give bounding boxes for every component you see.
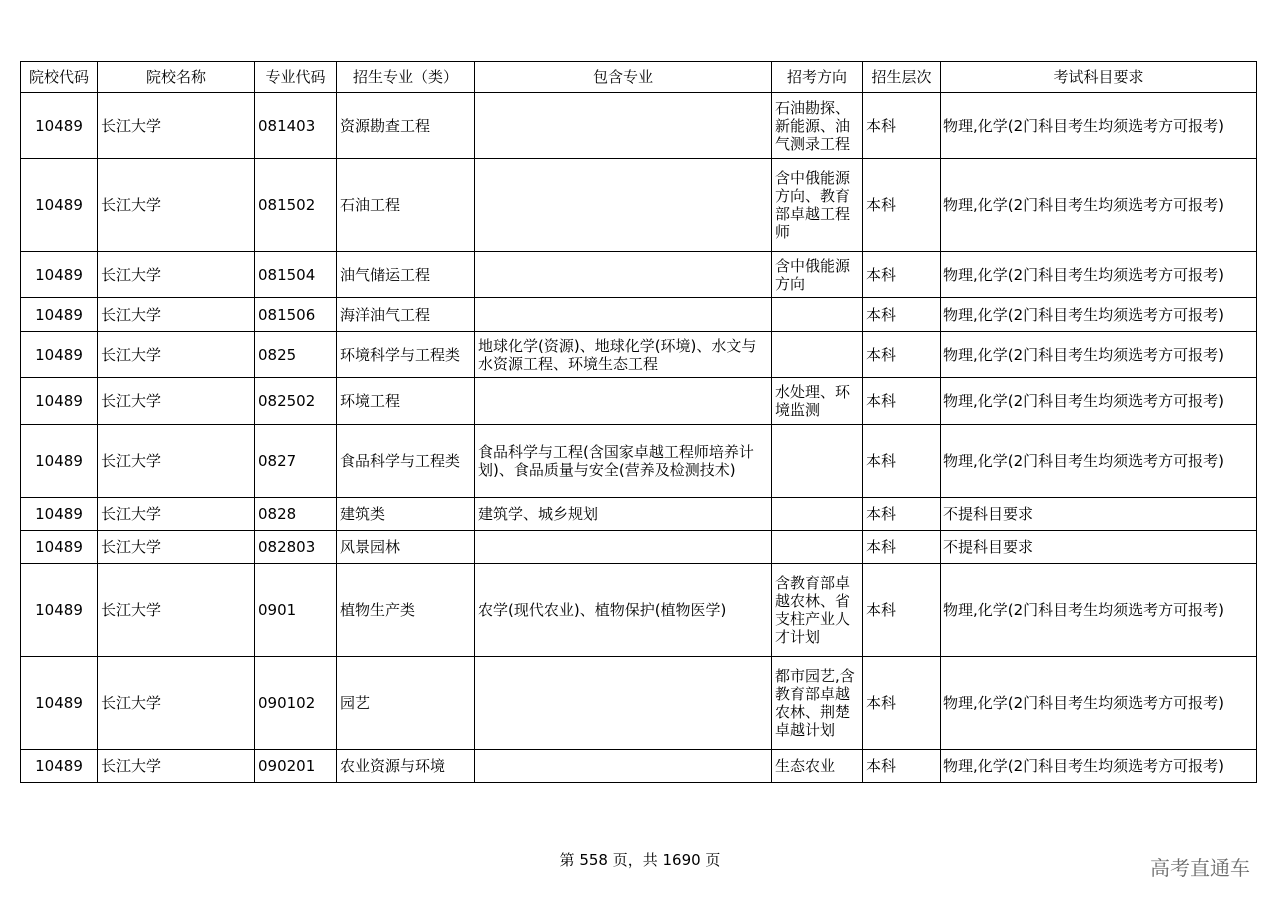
- subjects-cell: 物理,化学(2门科目考生均须选考方可报考): [941, 425, 1257, 498]
- school-name-cell: 长江大学: [98, 252, 255, 298]
- major-code-cell: 0825: [255, 332, 337, 378]
- school-name-cell: 长江大学: [98, 93, 255, 159]
- major-code-cell: 081504: [255, 252, 337, 298]
- major-cell: 园艺: [337, 657, 475, 750]
- table-row: [21, 93, 1257, 159]
- direction-cell: [772, 298, 863, 332]
- school-code-cell: 10489: [21, 252, 98, 298]
- level-cell: 本科: [863, 531, 941, 564]
- table-row: [21, 425, 1257, 498]
- major-code-cell: 082502: [255, 378, 337, 425]
- included-majors-cell: [475, 93, 772, 159]
- direction-cell: [772, 498, 863, 531]
- major-code-cell: 090102: [255, 657, 337, 750]
- school-code-cell: 10489: [21, 159, 98, 252]
- direction-cell: 水处理、环境监测: [772, 378, 863, 425]
- watermark: 高考直通车: [1150, 856, 1250, 880]
- subjects-cell: 物理,化学(2门科目考生均须选考方可报考): [941, 378, 1257, 425]
- subjects-cell: 物理,化学(2门科目考生均须选考方可报考): [941, 564, 1257, 657]
- level-cell: 本科: [863, 298, 941, 332]
- header-school-name: 院校名称: [98, 62, 255, 93]
- level-cell: 本科: [863, 425, 941, 498]
- major-cell: 资源勘查工程: [337, 93, 475, 159]
- included-majors-cell: [475, 378, 772, 425]
- major-cell: 植物生产类: [337, 564, 475, 657]
- table-row: [21, 378, 1257, 425]
- major-cell: 海洋油气工程: [337, 298, 475, 332]
- school-code-cell: 10489: [21, 332, 98, 378]
- included-majors-cell: [475, 750, 772, 783]
- major-cell: 环境科学与工程类: [337, 332, 475, 378]
- page-number: 第 558 页，共 1690 页: [559, 851, 721, 869]
- school-name-cell: 长江大学: [98, 378, 255, 425]
- included-majors-cell: [475, 298, 772, 332]
- major-cell: 食品科学与工程类: [337, 425, 475, 498]
- school-code-cell: 10489: [21, 564, 98, 657]
- level-cell: 本科: [863, 378, 941, 425]
- major-code-cell: 082803: [255, 531, 337, 564]
- header-row: [21, 62, 1257, 93]
- table-row: [21, 298, 1257, 332]
- direction-cell: 都市园艺,含教育部卓越农林、荆楚卓越计划: [772, 657, 863, 750]
- school-name-cell: 长江大学: [98, 159, 255, 252]
- major-cell: 环境工程: [337, 378, 475, 425]
- subjects-cell: 不提科目要求: [941, 498, 1257, 531]
- level-cell: 本科: [863, 159, 941, 252]
- major-cell: 石油工程: [337, 159, 475, 252]
- subjects-cell: 不提科目要求: [941, 531, 1257, 564]
- admissions-table: [20, 61, 1257, 783]
- direction-cell: 石油勘探、新能源、油气测录工程: [772, 93, 863, 159]
- header-included: 包含专业: [475, 62, 772, 93]
- major-code-cell: 0901: [255, 564, 337, 657]
- direction-cell: 含中俄能源方向、教育部卓越工程师: [772, 159, 863, 252]
- level-cell: 本科: [863, 332, 941, 378]
- school-name-cell: 长江大学: [98, 498, 255, 531]
- subjects-cell: 物理,化学(2门科目考生均须选考方可报考): [941, 298, 1257, 332]
- header-subjects: 考试科目要求: [941, 62, 1257, 93]
- level-cell: 本科: [863, 750, 941, 783]
- subjects-cell: 物理,化学(2门科目考生均须选考方可报考): [941, 750, 1257, 783]
- school-code-cell: 10489: [21, 750, 98, 783]
- subjects-cell: 物理,化学(2门科目考生均须选考方可报考): [941, 93, 1257, 159]
- subjects-cell: 物理,化学(2门科目考生均须选考方可报考): [941, 252, 1257, 298]
- included-majors-cell: [475, 657, 772, 750]
- level-cell: 本科: [863, 564, 941, 657]
- level-cell: 本科: [863, 93, 941, 159]
- level-cell: 本科: [863, 252, 941, 298]
- table-row: [21, 252, 1257, 298]
- table-row: [21, 332, 1257, 378]
- major-cell: 建筑类: [337, 498, 475, 531]
- school-name-cell: 长江大学: [98, 298, 255, 332]
- header-school-code: 院校代码: [21, 62, 98, 93]
- table-row: [21, 750, 1257, 783]
- major-cell: 风景园林: [337, 531, 475, 564]
- major-code-cell: 090201: [255, 750, 337, 783]
- included-majors-cell: [475, 531, 772, 564]
- school-name-cell: 长江大学: [98, 425, 255, 498]
- table-row: [21, 564, 1257, 657]
- level-cell: 本科: [863, 498, 941, 531]
- school-code-cell: 10489: [21, 378, 98, 425]
- included-majors-cell: 建筑学、城乡规划: [475, 498, 772, 531]
- subjects-cell: 物理,化学(2门科目考生均须选考方可报考): [941, 332, 1257, 378]
- included-majors-cell: 地球化学(资源)、地球化学(环境)、水文与水资源工程、环境生态工程: [475, 332, 772, 378]
- school-code-cell: 10489: [21, 498, 98, 531]
- school-name-cell: 长江大学: [98, 657, 255, 750]
- school-code-cell: 10489: [21, 425, 98, 498]
- header-major-code: 专业代码: [255, 62, 337, 93]
- school-name-cell: 长江大学: [98, 531, 255, 564]
- major-code-cell: 081403: [255, 93, 337, 159]
- header-direction: 招考方向: [772, 62, 863, 93]
- major-code-cell: 081506: [255, 298, 337, 332]
- school-code-cell: 10489: [21, 657, 98, 750]
- direction-cell: 生态农业: [772, 750, 863, 783]
- school-name-cell: 长江大学: [98, 750, 255, 783]
- table-row: [21, 531, 1257, 564]
- included-majors-cell: [475, 159, 772, 252]
- direction-cell: [772, 531, 863, 564]
- subjects-cell: 物理,化学(2门科目考生均须选考方可报考): [941, 159, 1257, 252]
- level-cell: 本科: [863, 657, 941, 750]
- direction-cell: [772, 425, 863, 498]
- table-row: [21, 159, 1257, 252]
- school-code-cell: 10489: [21, 531, 98, 564]
- direction-cell: [772, 332, 863, 378]
- school-name-cell: 长江大学: [98, 564, 255, 657]
- major-code-cell: 081502: [255, 159, 337, 252]
- school-code-cell: 10489: [21, 93, 98, 159]
- table-row: [21, 498, 1257, 531]
- included-majors-cell: [475, 252, 772, 298]
- header-major: 招生专业（类）: [337, 62, 475, 93]
- major-cell: 油气储运工程: [337, 252, 475, 298]
- school-code-cell: 10489: [21, 298, 98, 332]
- included-majors-cell: 农学(现代农业)、植物保护(植物医学): [475, 564, 772, 657]
- major-code-cell: 0827: [255, 425, 337, 498]
- direction-cell: 含教育部卓越农林、省支柱产业人才计划: [772, 564, 863, 657]
- direction-cell: 含中俄能源方向: [772, 252, 863, 298]
- header-level: 招生层次: [863, 62, 941, 93]
- included-majors-cell: 食品科学与工程(含国家卓越工程师培养计划)、食品质量与安全(营养及检测技术): [475, 425, 772, 498]
- major-cell: 农业资源与环境: [337, 750, 475, 783]
- table-row: [21, 657, 1257, 750]
- school-name-cell: 长江大学: [98, 332, 255, 378]
- subjects-cell: 物理,化学(2门科目考生均须选考方可报考): [941, 657, 1257, 750]
- major-code-cell: 0828: [255, 498, 337, 531]
